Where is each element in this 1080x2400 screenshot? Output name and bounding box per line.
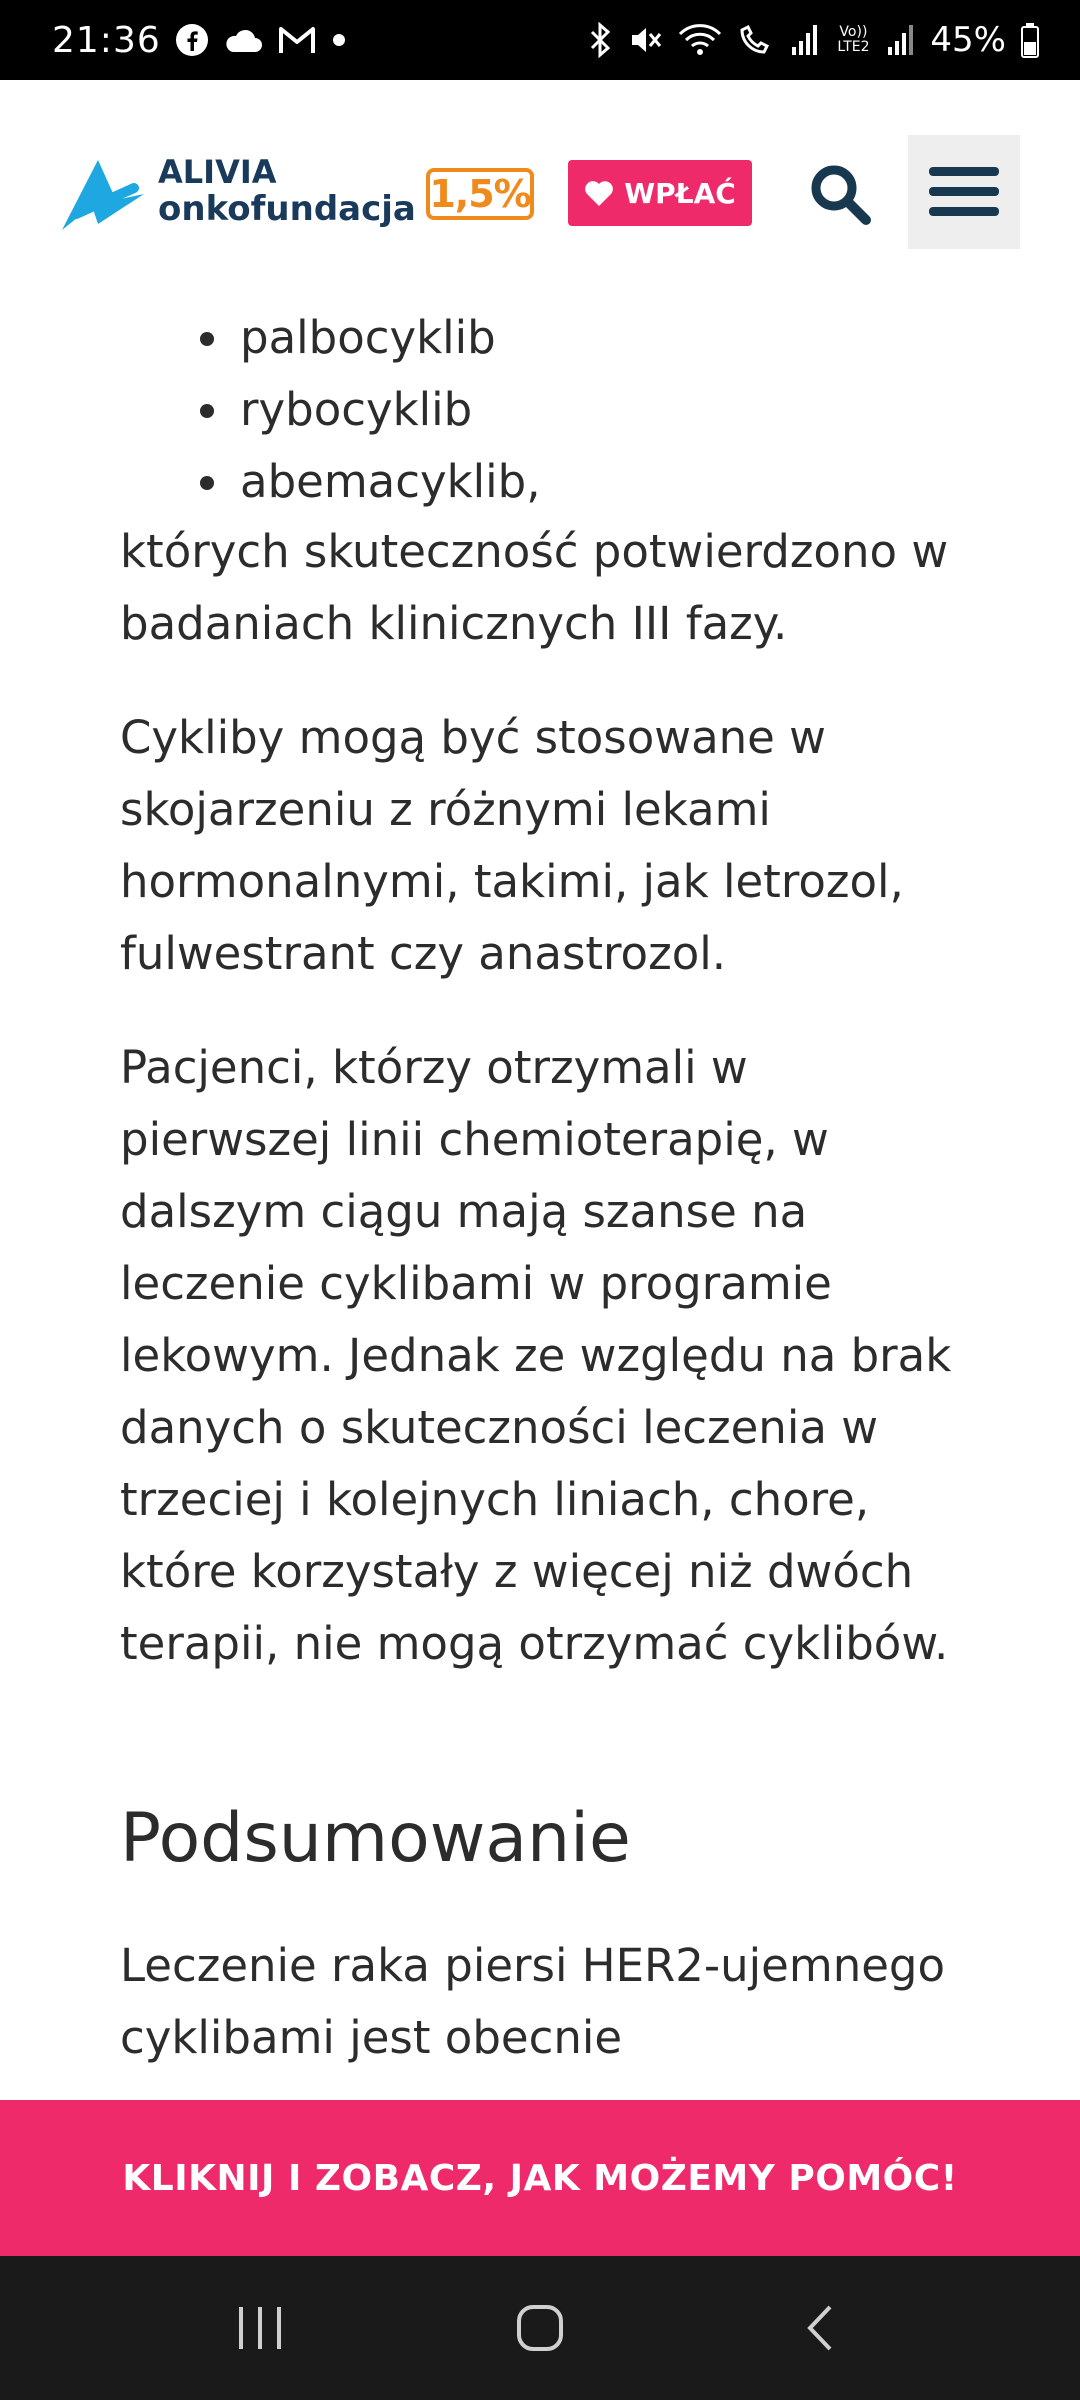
logo-line1: ALIVIA bbox=[158, 153, 277, 191]
gmail-icon bbox=[277, 25, 317, 55]
site-header bbox=[0, 80, 1080, 302]
list-item: abemacyklib, bbox=[200, 446, 541, 518]
system-nav-bar bbox=[0, 2256, 1080, 2400]
menu-button[interactable] bbox=[908, 135, 1020, 249]
home-button[interactable] bbox=[490, 2278, 590, 2378]
list-item: rybocyklib bbox=[200, 374, 541, 446]
signal-icon bbox=[790, 23, 820, 57]
search-button[interactable] bbox=[800, 154, 880, 234]
cta-help-button[interactable] bbox=[0, 2100, 1080, 2256]
facebook-icon bbox=[175, 23, 209, 57]
article-content bbox=[0, 302, 1080, 2102]
battery-icon bbox=[1020, 22, 1040, 58]
recent-apps-icon bbox=[235, 2305, 285, 2351]
paragraph-summary: Leczenie raka piersi HER2-ujemnego cyklibami jest obecnie bbox=[120, 1939, 946, 2064]
logo-text bbox=[158, 153, 416, 229]
paragraph-combination: Cykliby mogą być stosowane w skojarzeniu z różnymi lekami hormonalnymi, takimi, jak letrozol, fulwestrant czy anastrozol. bbox=[120, 711, 904, 980]
paragraph-efficacy: których skuteczność potwierdzono w badaniach klinicznych III fazy. bbox=[120, 525, 949, 650]
paragraph-patients: Pacjenci, którzy otrzymali w pierwszej linii chemioterapię, w dalszym ciągu mają szanse na leczenie cyklibami w programie lekowym. Jednak ze względu na brak danych o skuteczności leczenia w trzeciej i kolejnych liniach, chore, które korzystały z więcej niż dwóch terapii, nie mogą otrzymać cyklibów. bbox=[120, 1041, 952, 1670]
cta-label: KLIKNIJ I ZOBACZ, JAK MOŻEMY POMÓC! bbox=[122, 2157, 958, 2199]
heart-icon bbox=[584, 179, 614, 207]
home-icon bbox=[515, 2303, 565, 2353]
status-right bbox=[588, 20, 1040, 60]
one-and-half-percent-badge[interactable]: 1,5% bbox=[426, 168, 534, 220]
battery-percent: 45% bbox=[930, 20, 1006, 60]
mute-icon bbox=[628, 22, 664, 58]
dot-icon bbox=[331, 32, 347, 48]
status-bar bbox=[0, 0, 1080, 80]
back-button[interactable] bbox=[770, 2278, 870, 2378]
wifi-icon bbox=[678, 22, 722, 58]
bluetooth-icon bbox=[588, 22, 614, 58]
search-icon bbox=[808, 162, 872, 226]
back-icon bbox=[800, 2303, 840, 2353]
status-time: 21:36 bbox=[52, 19, 161, 61]
hamburger-icon bbox=[929, 165, 999, 219]
volte-icon: Vo)) LTE2 bbox=[837, 24, 870, 55]
wifi-call-icon bbox=[736, 22, 776, 58]
status-left bbox=[52, 20, 347, 61]
cloud-icon bbox=[223, 26, 263, 54]
alivia-logo-icon bbox=[58, 154, 154, 234]
logo-link[interactable] bbox=[58, 153, 416, 234]
list-item: palbocyklib bbox=[200, 302, 541, 374]
signal-icon-2 bbox=[886, 23, 916, 57]
donate-button[interactable] bbox=[568, 160, 752, 226]
recent-apps-button[interactable] bbox=[210, 2278, 310, 2378]
logo-line2: onkofundacja bbox=[158, 189, 416, 229]
donate-label: WPŁAĆ bbox=[624, 176, 736, 210]
drug-list bbox=[200, 302, 541, 518]
section-heading: Podsumowanie bbox=[120, 1799, 631, 1878]
